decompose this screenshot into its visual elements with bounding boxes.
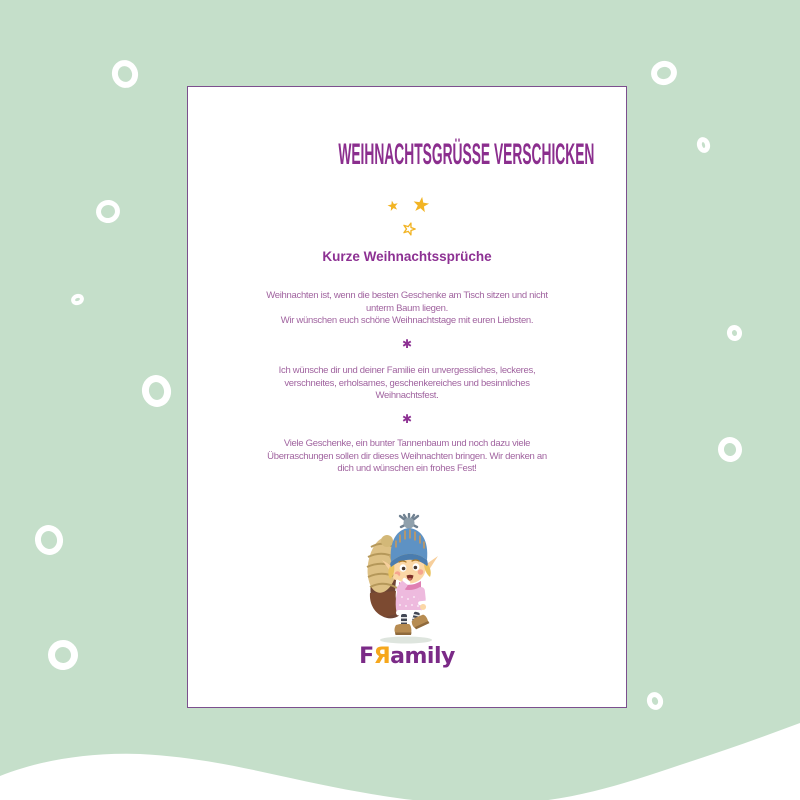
quote-text: Viele Geschenke, ein bunter Tannenbaum und noch dazu viele Überraschungen sollen dir dieses Weihnachten bringen. Wir denken an dich und wünschen ein frohes Fest! [267,438,547,475]
doodle-ring-icon [93,197,122,225]
doodle-dot-icon [644,690,665,712]
doodle-ring-icon [32,522,67,558]
doodle-ring-icon [108,57,141,92]
quote-text: Ich wünsche dir und deiner Familie ein unvergessliches, leckeres, verschneites, erholsames, geschenkereiches und besinnliches Weihnachtsfest. [278,365,536,402]
logo-letter-f: F [359,644,374,669]
asterisk-divider-icon: ✱ [401,412,413,426]
star-icon [412,196,430,213]
doodle-ring-icon [139,372,174,409]
logo-letter-reversed-r: Я [373,644,391,669]
doodle-dot-icon [725,323,744,342]
asterisk-divider-icon: ✱ [401,337,413,351]
quote-text: Weihnachten ist, wenn die besten Geschenke am Tisch sitzen und nicht unterm Baum liegen. Wir wünschen euch schöne Weihnachtstage mit euren Liebsten. [266,290,548,327]
shadow [380,637,432,644]
star-outline-icon [402,221,417,235]
doodle-ring-icon [46,638,81,673]
doodle-dot-icon [70,292,86,307]
doodle-ring-icon [716,435,745,464]
doodle-dot-icon [695,136,712,155]
subtitle: Kurze Weihnachtssprüche [322,249,492,264]
title-stars-icon [379,191,435,241]
elf-illustration [354,513,460,645]
snow-wave [0,710,800,800]
greeting-card [187,86,627,708]
brand-logo [188,644,626,669]
doodle-ring-icon [648,58,679,88]
page-title: WEIHNACHTSGRÜSSE VERSCHICKEN [338,138,595,171]
logo-letters-rest: amily [390,644,455,669]
star-icon [387,200,399,212]
